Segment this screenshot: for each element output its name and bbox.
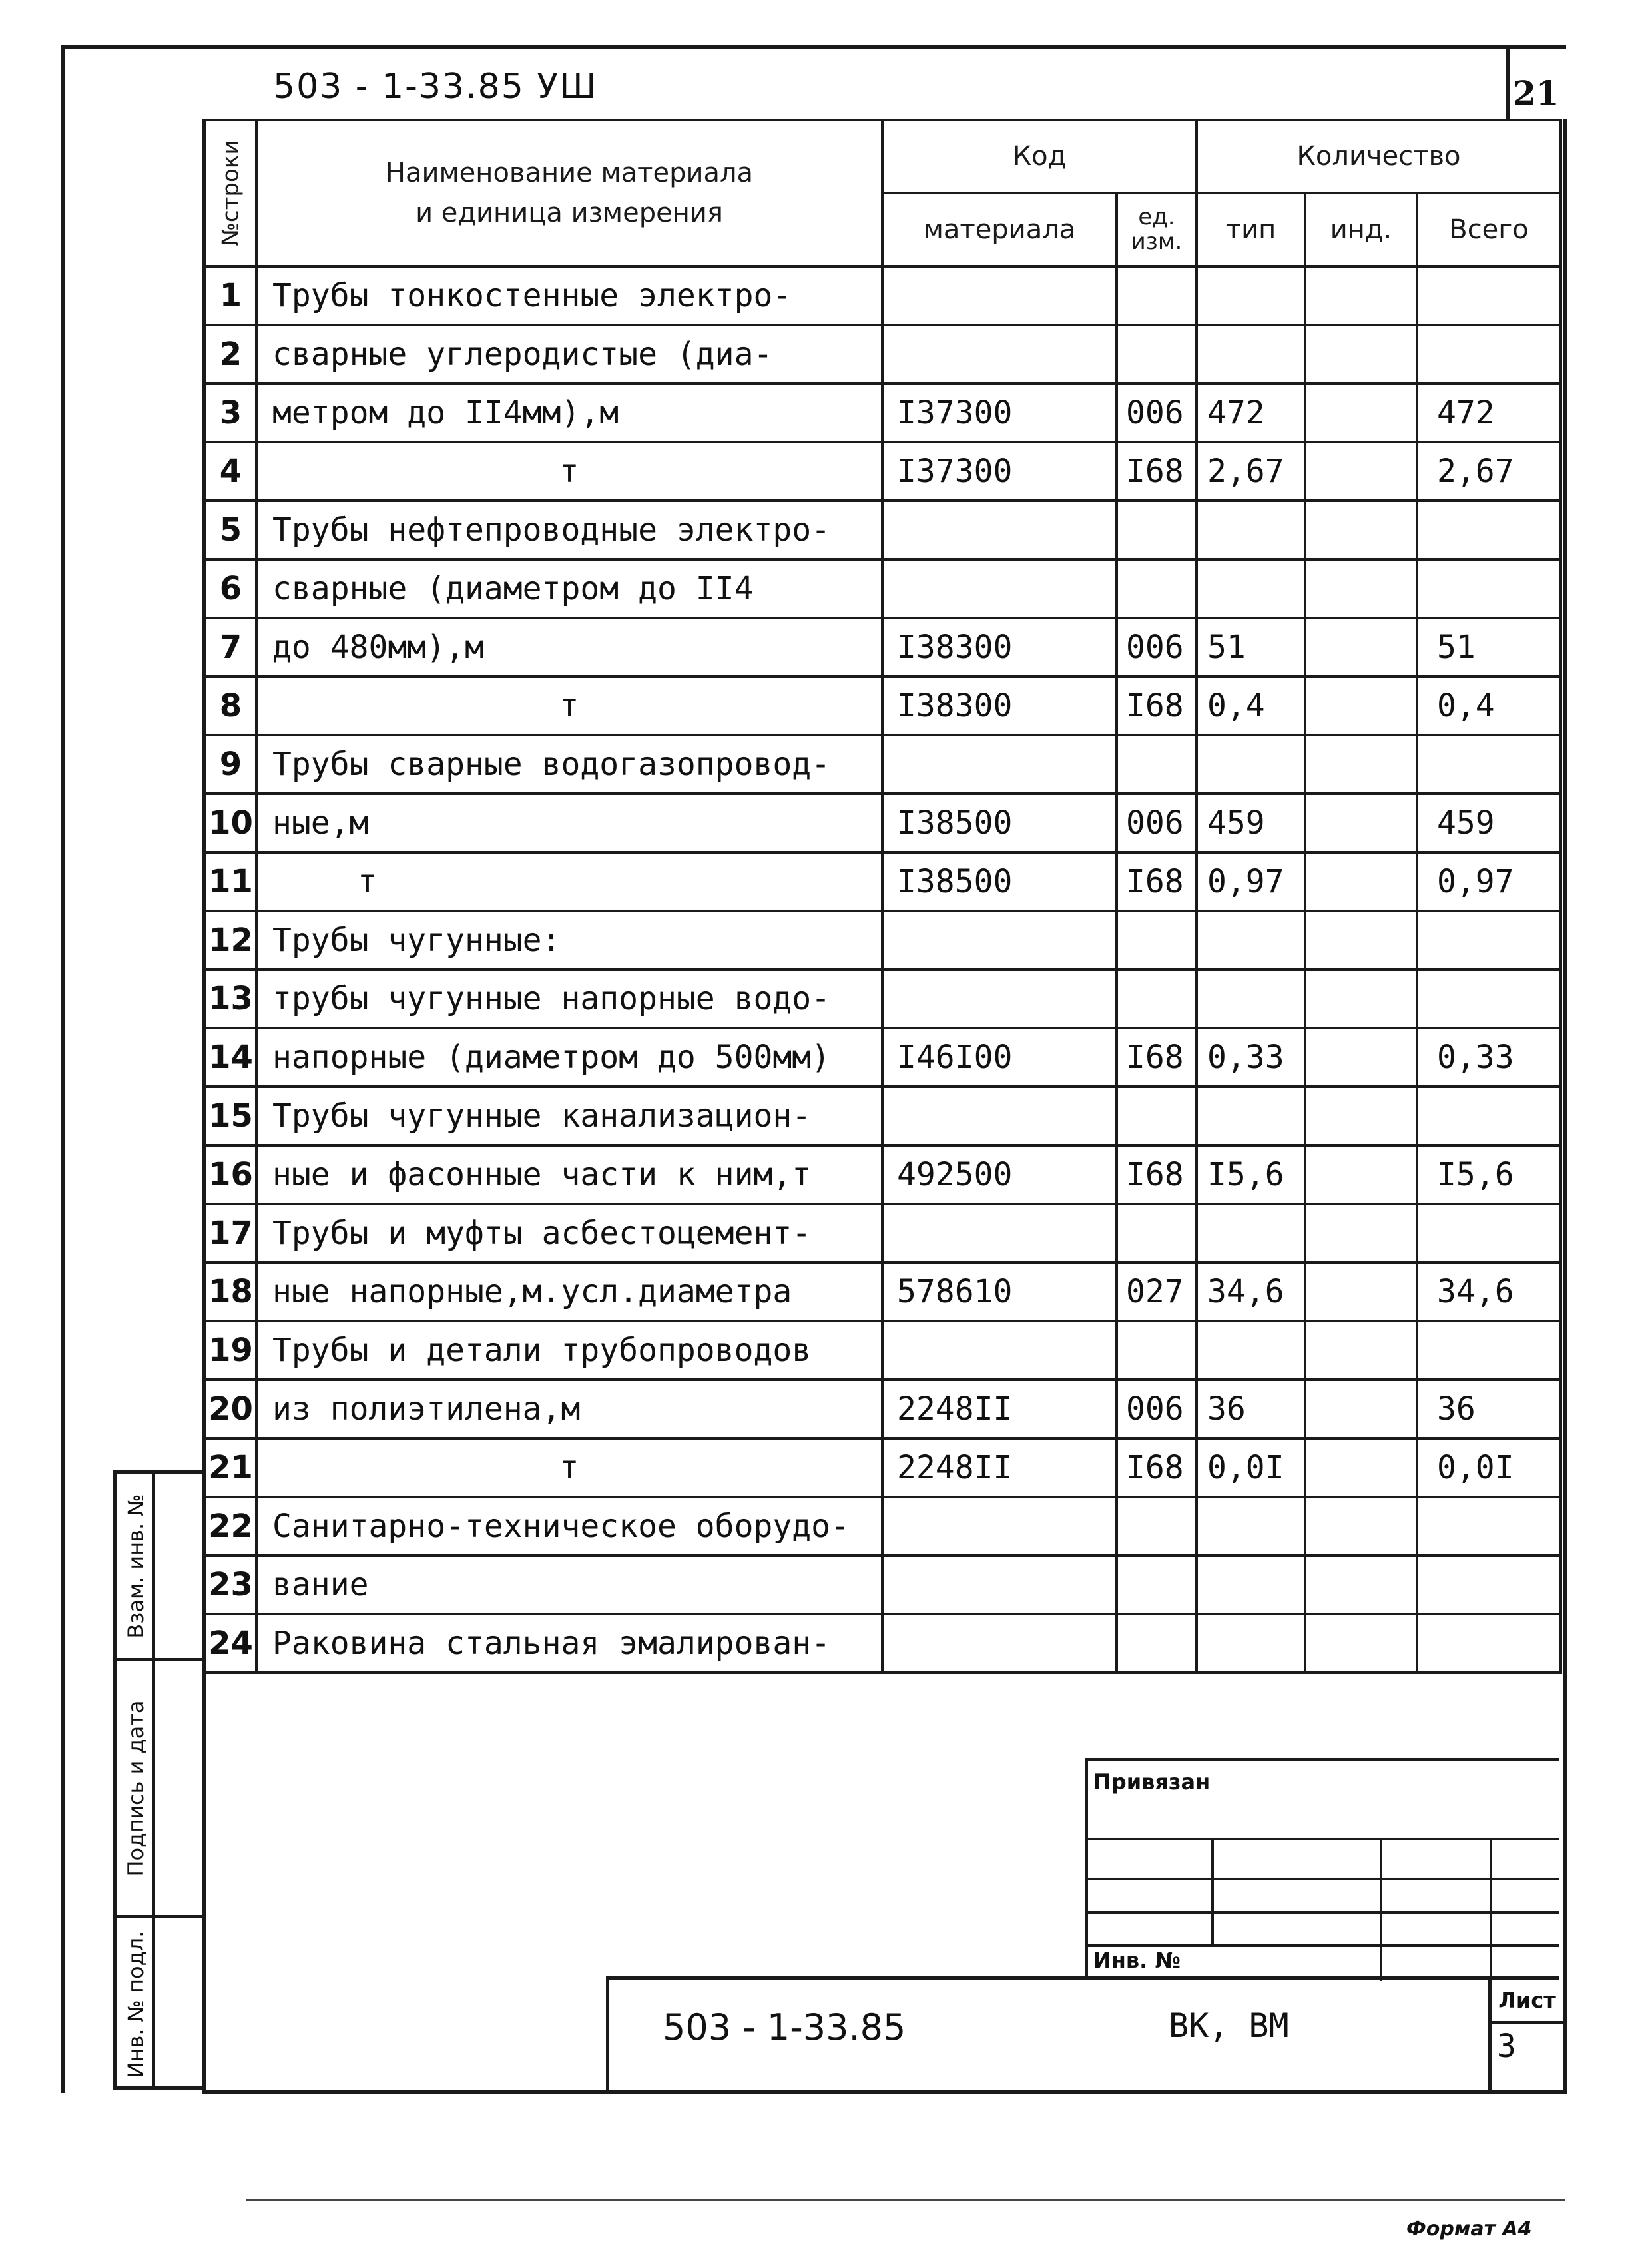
- qty-ind: [1305, 1438, 1417, 1497]
- qty-ind: [1305, 325, 1417, 384]
- qty-ind: [1305, 501, 1417, 559]
- material-name: Трубы и муфты асбестоцемент-: [256, 1204, 882, 1262]
- qty-total: [1417, 325, 1561, 384]
- qty-type: [1197, 1614, 1305, 1673]
- row-number: 4: [205, 442, 256, 501]
- qty-type: [1197, 501, 1305, 559]
- qty-total: 0,4: [1417, 677, 1561, 735]
- material-name-header-line2: и единица измерения: [415, 198, 723, 228]
- qty-type: [1197, 559, 1305, 618]
- table-row: [205, 852, 1561, 911]
- qty-total: 472: [1417, 384, 1561, 442]
- material-code: 2248II: [882, 1438, 1117, 1497]
- qty-ind: [1305, 1145, 1417, 1204]
- qty-ind: [1305, 1380, 1417, 1438]
- material-code: [882, 1321, 1117, 1380]
- qty-type: 0,4: [1197, 677, 1305, 735]
- unit-code: [1117, 970, 1197, 1028]
- material-code: I37300: [882, 384, 1117, 442]
- material-name-header: [256, 120, 882, 266]
- table-row: [205, 970, 1561, 1028]
- material-name: метром до II4мм),м: [256, 384, 882, 442]
- qty-ind: [1305, 1614, 1417, 1673]
- material-code: I46I00: [882, 1028, 1117, 1087]
- title-mark: ВК, ВМ: [1169, 2006, 1289, 2045]
- quantity-group-header: Количество: [1197, 120, 1561, 193]
- material-name: Трубы нефтепроводные электро-: [256, 501, 882, 559]
- qty-type: [1197, 1321, 1305, 1380]
- side-stamp-inv-cell: [117, 1918, 202, 2090]
- qty-ind: [1305, 1204, 1417, 1262]
- qty-type: 0,0I: [1197, 1438, 1305, 1497]
- table-row: [205, 325, 1561, 384]
- qty-type: [1197, 1204, 1305, 1262]
- unit-code: [1117, 266, 1197, 325]
- unit-code: 006: [1117, 794, 1197, 852]
- qty-total: [1417, 1614, 1561, 1673]
- qty-ind: [1305, 735, 1417, 794]
- qty-type: [1197, 970, 1305, 1028]
- table-row: [205, 735, 1561, 794]
- qty-total: 2,67: [1417, 442, 1561, 501]
- row-number-header-label: №строки: [217, 140, 244, 246]
- qty-type: 2,67: [1197, 442, 1305, 501]
- unit-code: [1117, 1555, 1197, 1614]
- material-code: I37300: [882, 442, 1117, 501]
- material-name: сварные (диаметром до II4: [256, 559, 882, 618]
- title-doc-code: 503 - 1-33.85: [663, 2006, 906, 2048]
- qty-ind: [1305, 442, 1417, 501]
- qty-type: 51: [1197, 618, 1305, 677]
- qty-total: 0,0I: [1417, 1438, 1561, 1497]
- row-number: 17: [205, 1204, 256, 1262]
- material-name: Трубы и детали трубопроводов: [256, 1321, 882, 1380]
- format-label: Формат А4: [1406, 2217, 1532, 2241]
- table-row: [205, 442, 1561, 501]
- table-row: [205, 1028, 1561, 1087]
- material-name: т: [256, 1438, 882, 1497]
- qty-total: [1417, 1497, 1561, 1555]
- table-row: [205, 1262, 1561, 1321]
- table-row: [205, 794, 1561, 852]
- qty-total: I5,6: [1417, 1145, 1561, 1204]
- table-row: [205, 266, 1561, 325]
- unit-code: [1117, 1204, 1197, 1262]
- qty-type: 34,6: [1197, 1262, 1305, 1321]
- row-number: 15: [205, 1087, 256, 1145]
- qty-total: 0,33: [1417, 1028, 1561, 1087]
- qty-ind: [1305, 911, 1417, 970]
- qty-total: [1417, 266, 1561, 325]
- binding-inv-label: Инв. №: [1093, 1948, 1181, 1973]
- qty-type: [1197, 325, 1305, 384]
- qty-type: [1197, 266, 1305, 325]
- qty-total: [1417, 735, 1561, 794]
- row-number: 19: [205, 1321, 256, 1380]
- row-number: 7: [205, 618, 256, 677]
- sheet-box: [1488, 1980, 1563, 2090]
- table-row: [205, 618, 1561, 677]
- material-name: трубы чугунные напорные водо-: [256, 970, 882, 1028]
- qty-total: 51: [1417, 618, 1561, 677]
- qty-total: [1417, 911, 1561, 970]
- qty-ind: [1305, 794, 1417, 852]
- table-row: [205, 1555, 1561, 1614]
- unit-code: [1117, 911, 1197, 970]
- material-code: I38500: [882, 794, 1117, 852]
- title-block: [606, 1976, 1559, 2090]
- material-code: I38300: [882, 618, 1117, 677]
- material-code: I38300: [882, 677, 1117, 735]
- unit-code: I68: [1117, 1438, 1197, 1497]
- qty-ind: [1305, 618, 1417, 677]
- material-name: т: [256, 852, 882, 911]
- qty-type: [1197, 735, 1305, 794]
- binding-row-line: [1088, 1878, 1559, 1880]
- table-row: [205, 559, 1561, 618]
- side-stamp-vzam-cell: [117, 1474, 202, 1661]
- qty-type: [1197, 911, 1305, 970]
- row-number: 2: [205, 325, 256, 384]
- row-number: 21: [205, 1438, 256, 1497]
- qty-total: [1417, 1087, 1561, 1145]
- material-code: [882, 1614, 1117, 1673]
- material-code: 578610: [882, 1262, 1117, 1321]
- side-stamp-vzam-label: Взам. инв. №: [123, 1493, 148, 1639]
- row-number: 20: [205, 1380, 256, 1438]
- qty-type: [1197, 1555, 1305, 1614]
- material-code: [882, 1087, 1117, 1145]
- material-name: т: [256, 442, 882, 501]
- row-number: 16: [205, 1145, 256, 1204]
- qty-total: [1417, 501, 1561, 559]
- unit-code: [1117, 1321, 1197, 1380]
- table-row: [205, 1614, 1561, 1673]
- unit-code: [1117, 1497, 1197, 1555]
- row-number: 23: [205, 1555, 256, 1614]
- unit-code: 006: [1117, 618, 1197, 677]
- qty-ind: [1305, 852, 1417, 911]
- header-doc-code: 503 - 1-33.85 УШ: [273, 67, 598, 107]
- material-name: ные напорные,м.усл.диаметра: [256, 1262, 882, 1321]
- material-code: [882, 266, 1117, 325]
- qty-total: 36: [1417, 1380, 1561, 1438]
- qty-total: [1417, 1555, 1561, 1614]
- binding-col-line: [1380, 1838, 1382, 1981]
- material-code: [882, 559, 1117, 618]
- material-name: напорные (диаметром до 500мм): [256, 1028, 882, 1087]
- qty-total: 34,6: [1417, 1262, 1561, 1321]
- table-row: [205, 677, 1561, 735]
- code-group-header: Код: [882, 120, 1197, 193]
- binding-row-line: [1088, 1838, 1559, 1840]
- qty-total-header: Всего: [1417, 193, 1561, 266]
- unit-code: 006: [1117, 1380, 1197, 1438]
- qty-ind: [1305, 1028, 1417, 1087]
- material-code: [882, 501, 1117, 559]
- table-row: [205, 1321, 1561, 1380]
- table-row: [205, 1380, 1561, 1438]
- bottom-rule: [246, 2199, 1565, 2201]
- side-stamp-inv-label: Инв. № подл.: [123, 1930, 148, 2078]
- material-code: [882, 1204, 1117, 1262]
- qty-ind: [1305, 266, 1417, 325]
- qty-total: [1417, 1204, 1561, 1262]
- unit-code: [1117, 1614, 1197, 1673]
- qty-total: 0,97: [1417, 852, 1561, 911]
- sheet-label: Лист: [1492, 1980, 1563, 2024]
- material-name: Трубы тонкостенные электро-: [256, 266, 882, 325]
- material-code: [882, 1497, 1117, 1555]
- material-code: I38500: [882, 852, 1117, 911]
- material-name-header-line1: Наименование материала: [385, 158, 754, 188]
- material-name: ные и фасонные части к ним,т: [256, 1145, 882, 1204]
- material-code: 492500: [882, 1145, 1117, 1204]
- material-code: [882, 325, 1117, 384]
- unit-code: I68: [1117, 852, 1197, 911]
- row-number: 13: [205, 970, 256, 1028]
- unit-code: I68: [1117, 1145, 1197, 1204]
- row-number: 10: [205, 794, 256, 852]
- material-name: Трубы сварные водогазопровод-: [256, 735, 882, 794]
- row-number: 12: [205, 911, 256, 970]
- table-row: [205, 1204, 1561, 1262]
- unit-code: I68: [1117, 442, 1197, 501]
- material-name: Санитарно-техническое оборудо-: [256, 1497, 882, 1555]
- unit-code: 006: [1117, 384, 1197, 442]
- qty-type-header: тип: [1197, 193, 1305, 266]
- qty-type: 0,33: [1197, 1028, 1305, 1087]
- table-row: [205, 384, 1561, 442]
- row-number: 24: [205, 1614, 256, 1673]
- code-material-header: материала: [882, 193, 1117, 266]
- qty-ind-header: инд.: [1305, 193, 1417, 266]
- material-name: Трубы чугунные:: [256, 911, 882, 970]
- row-number: 6: [205, 559, 256, 618]
- qty-total: [1417, 1321, 1561, 1380]
- row-number-header: [205, 120, 256, 266]
- qty-ind: [1305, 1262, 1417, 1321]
- material-name: из полиэтилена,м: [256, 1380, 882, 1438]
- material-code: [882, 1555, 1117, 1614]
- binding-label: Привязан: [1093, 1769, 1211, 1795]
- table-row: [205, 1438, 1561, 1497]
- binding-row-line: [1088, 1911, 1559, 1914]
- row-number: 1: [205, 266, 256, 325]
- unit-code: I68: [1117, 1028, 1197, 1087]
- qty-type: I5,6: [1197, 1145, 1305, 1204]
- row-number: 3: [205, 384, 256, 442]
- unit-code: [1117, 1087, 1197, 1145]
- row-number: 22: [205, 1497, 256, 1555]
- material-name: сварные углеродистые (диа-: [256, 325, 882, 384]
- qty-ind: [1305, 677, 1417, 735]
- material-name: Раковина стальная эмалирован-: [256, 1614, 882, 1673]
- qty-type: 36: [1197, 1380, 1305, 1438]
- sheet-number: 3: [1497, 2028, 1516, 2065]
- qty-type: [1197, 1087, 1305, 1145]
- binding-col-line: [1211, 1838, 1214, 1944]
- row-number: 11: [205, 852, 256, 911]
- material-name: Трубы чугунные канализацион-: [256, 1087, 882, 1145]
- qty-type: [1197, 1497, 1305, 1555]
- unit-code: 027: [1117, 1262, 1197, 1321]
- material-name: вание: [256, 1555, 882, 1614]
- header-row-1: [205, 120, 1561, 193]
- side-stamp-signature-label: Подпись и дата: [123, 1699, 148, 1877]
- row-number: 14: [205, 1028, 256, 1087]
- qty-ind: [1305, 1497, 1417, 1555]
- material-code: [882, 911, 1117, 970]
- material-code: [882, 970, 1117, 1028]
- table-row: [205, 1087, 1561, 1145]
- qty-type: 0,97: [1197, 852, 1305, 911]
- material-name: до 480мм),м: [256, 618, 882, 677]
- qty-type: 459: [1197, 794, 1305, 852]
- row-number: 9: [205, 735, 256, 794]
- qty-total: [1417, 970, 1561, 1028]
- side-stamp-signature-cell: [117, 1661, 202, 1918]
- table-row: [205, 1497, 1561, 1555]
- qty-total: 459: [1417, 794, 1561, 852]
- binding-row-line: [1088, 1944, 1559, 1947]
- unit-code: [1117, 559, 1197, 618]
- material-code: [882, 735, 1117, 794]
- row-number: 18: [205, 1262, 256, 1321]
- material-name: ные,м: [256, 794, 882, 852]
- table-row: [205, 501, 1561, 559]
- binding-block: [1085, 1758, 1559, 1978]
- materials-table-body: [205, 266, 1561, 1673]
- page-number: 21: [1513, 73, 1559, 113]
- material-code: 2248II: [882, 1380, 1117, 1438]
- code-unit-header: ед. изм.: [1117, 193, 1197, 266]
- qty-ind: [1305, 1321, 1417, 1380]
- qty-ind: [1305, 559, 1417, 618]
- binding-col-line: [1490, 1838, 1492, 1981]
- unit-code: [1117, 735, 1197, 794]
- qty-type: 472: [1197, 384, 1305, 442]
- table-row: [205, 911, 1561, 970]
- side-stamp: [113, 1470, 202, 2090]
- qty-ind: [1305, 384, 1417, 442]
- unit-code: I68: [1117, 677, 1197, 735]
- unit-code: [1117, 501, 1197, 559]
- table-row: [205, 1145, 1561, 1204]
- qty-ind: [1305, 1087, 1417, 1145]
- row-number: 5: [205, 501, 256, 559]
- unit-code: [1117, 325, 1197, 384]
- qty-total: [1417, 559, 1561, 618]
- material-name: т: [256, 677, 882, 735]
- qty-ind: [1305, 1555, 1417, 1614]
- qty-ind: [1305, 970, 1417, 1028]
- row-number: 8: [205, 677, 256, 735]
- materials-table: [204, 119, 1562, 1674]
